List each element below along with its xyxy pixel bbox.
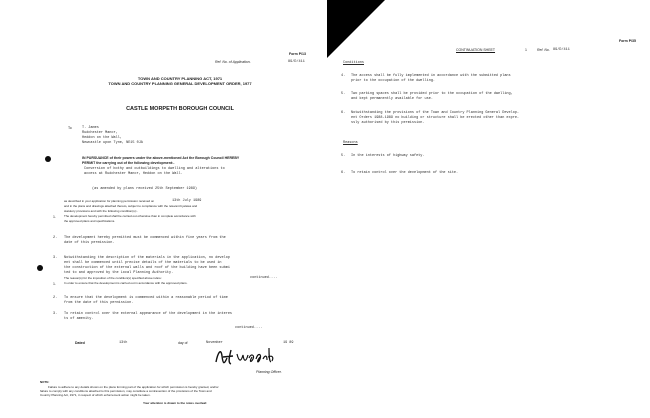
note-heading: NOTE: <box>40 380 50 384</box>
officer-signature <box>210 343 280 369</box>
address-line: Rudchester Manor, <box>82 131 118 135</box>
note-text: Country Planning Act, 1971, in respect of which enforcement action might be taken. <box>40 393 151 397</box>
conditions-heading: Conditions <box>343 61 365 65</box>
condition-6: Notwithstanding the provisions of the Town and Country Planning General Develop- <box>351 111 520 115</box>
dated-year: 19 89 <box>283 341 294 345</box>
condition-5: and kept permanently available for use. <box>351 97 433 101</box>
day-of-label: day of <box>178 341 188 345</box>
continuation-sheet-page: Form P/35 CONTINUATION SHEET 1 Ref. No. 89/D/411 Conditions 4. The access shall be fully implemented in accordance with the submitted plans prior to the occupation of the dwelling. 5. Two parking spaces shall be provided prior to the occupation of the dwelling, and kept permanently available for use. 6. Notwithstanding the provisions of the Town and Country Planning General Develop- ent Orders 1988-1989 no building or structure shall be erected other than expre- ssly authorised by this permission. Reasons 5. In the interests of highway safety. 6. To retain control over the development of the site. <box>327 0 650 418</box>
condition-2: date of this permission. <box>64 241 115 245</box>
reason-2: To ensure that the development is commenced within a reasonable period of time <box>64 296 228 300</box>
reasons-heading: Reasons <box>343 141 358 145</box>
punch-hole <box>45 156 51 162</box>
described-text: and in the plans and drawings attached thereto, subject to compliance with the relevant byelaws and <box>64 204 198 208</box>
to-label: To <box>68 126 72 130</box>
reason-3: ts of amenity. <box>64 317 94 321</box>
condition-1: The development hereby permitted shall be carried out otherwise than in complete accordance with <box>64 214 196 218</box>
scan-corner-shadow <box>327 0 385 58</box>
condition-3: ent shall be commenced until precise details of the materials to be used in <box>64 261 222 265</box>
development-description: Conversion of bothy and outbuildings to dwelling and alterations to <box>84 167 225 171</box>
pursuance-text: PERMIT the carrying out of the following development:- <box>82 161 175 165</box>
pursuance-text: IN PURSUANCE of their powers under the above-mentioned Act the Borough Council HEREBY <box>82 156 240 160</box>
note-text: Failure to adhere to any details shown on the plans forming part of the application for which permission is hereby granted, and/or <box>48 385 219 389</box>
form-number: Form P/35 <box>619 39 636 43</box>
condition-3: ted to and approved by the Local Planning Authority. <box>64 271 174 275</box>
ref-value: 89/D/411 <box>553 48 570 52</box>
described-text: statutory provisions and with the following condition(s):- <box>64 209 138 213</box>
condition-6: ssly authorised by this permission. <box>351 121 425 125</box>
described-text: as described in your application for planning permission received on <box>64 199 155 203</box>
order-title: TOWN AND COUNTRY PLANNING GENERAL DEVELOPMENT ORDER, 1977 <box>108 81 252 86</box>
condition-3: Notwithstanding the description of the materials in the application, no develop <box>64 256 230 260</box>
continued-note: continued.... <box>235 326 263 330</box>
application-ref-value: 89/D/411 <box>288 60 305 64</box>
condition-5: Two parking spaces shall be provided prior to the occupation of the dwelling, <box>351 92 513 96</box>
reason-1: In order to ensure that the development is carried out in accordance with the approved plans. <box>64 281 188 285</box>
address-line: Heddon on the Wall, <box>82 136 122 140</box>
address-line: Newcastle upon Tyne, NE15 0JA <box>82 141 143 145</box>
condition-4: The access shall be fully implemented in accordance with the submitted plans <box>351 74 511 78</box>
reason-2: from the date of this permission. <box>64 301 134 305</box>
council-name: CASTLE MORPETH BOROUGH COUNCIL <box>126 106 234 112</box>
sheet-number: 1 <box>525 48 527 52</box>
ref-label: Ref. No. <box>537 48 550 52</box>
condition-1: the approved plans and specifications. <box>64 219 116 223</box>
act-title: TOWN AND COUNTRY PLANNING ACT, 1971 <box>137 76 223 81</box>
condition-6: ent Orders 1988-1989 no building or structure shall be erected other than expre- <box>351 116 520 120</box>
dated-month: November <box>206 341 223 345</box>
condition-4: prior to the occupation of the dwelling. <box>351 79 436 83</box>
application-ref-label: Ref. No. of Application. <box>215 60 251 64</box>
reasons-heading: The reason(s) for the imposition of the condition(s) specified above is/are: <box>64 276 162 280</box>
form-number: Form P/13 <box>289 52 306 56</box>
attention-note: Your attention is drawn to the notes overleaf. <box>142 401 208 405</box>
reason-3: To retain control over the external appearance of the development in the interes <box>64 312 233 316</box>
reason-6: To retain control over the development of the site. <box>351 171 459 175</box>
condition-3: the construction of the external walls and roof of the building have been submi <box>64 266 230 270</box>
development-description: access at Rudchester Manor, Heddon on the Wall. <box>84 172 183 176</box>
condition-2: The development hereby permitted must be commenced within five years from the <box>64 236 226 240</box>
continued-note: continued.... <box>250 276 278 280</box>
address-line: T. James <box>82 126 99 130</box>
reason-5: In the interests of highway safety. <box>351 154 425 158</box>
dated-label: Dated <box>75 341 85 345</box>
received-date: 13th July 1989 <box>172 199 202 203</box>
punch-hole <box>37 265 43 271</box>
officer-title: Planning Officer. <box>256 370 282 374</box>
amended-plans-note: (as amended by plans received 25th September 1989) <box>92 187 198 191</box>
permission-notice-page: Form P/13 Ref. No. of Application. 89/D/411 TOWN AND COUNTRY PLANNING ACT, 1971 TOWN AND COUNTRY PLANNING GENERAL DEVELOPMENT ORDER, 1977 CASTLE MORPETH BOROUGH COUNCIL To T. James Rudchester Manor, Heddon on the Wall, Newcastle upon Tyne, NE15 0JA IN PURSUANCE of their powers under the above-mentioned Act the Borough Council HEREBY PERMIT the carrying out of the following development:- Conversion of bothy and outbuildings to dwelling and alterations to access at Rudchester Manor, Heddon on the Wall. (as amended by plans received 25th September 1989) as described in your application for planning permission received on 13th July 1989 and in the plans and drawings attached thereto, subject to compliance with the relevant byelaws and statutory provisions and with the following condition(s):- 1. The development hereby permitted shall be carried out otherwise than in complete accordance with the approved plans and specifications. 2. The development hereby permitted must be commenced within five years from the date of this permission. 3. Notwithstanding the description of the materials in the application, no develop ent shall be commenced until precise details of the materials to be used in the construction of the external walls and roof of the building have been submi ted to and approved by the Local Planning Authority. The reason(s) for the imposition of the condition(s) specified above is/are: continued.... 1. In order to ensure that the development is carried out in accordance with the approved plans. 2. To ensure that the development is commenced within a reasonable period of time from the date of this permission. 3. To retain control over the external appearance of the development in the interes ts of amenity. continued.... Dated 13th day of November 19 89 Planning Officer. NOTE: Failure to adhere to any details shown on the plans forming part of the application for which permission is hereby granted, and/or failure to comply with any conditions attached to this permission, may constitute a contravention of the provisions of the Town and Country Planning Act, 1971, in respect of which enforcement action might be taken. Your attention is drawn to the notes overleaf. <box>0 0 325 418</box>
dated-day: 13th <box>119 341 128 345</box>
note-text: failure to comply with any conditions attached to this permission, may constitute a contravention of the provisions of the Town and <box>40 389 212 393</box>
continuation-sheet-title: CONTINUATION SHEET <box>456 48 496 52</box>
